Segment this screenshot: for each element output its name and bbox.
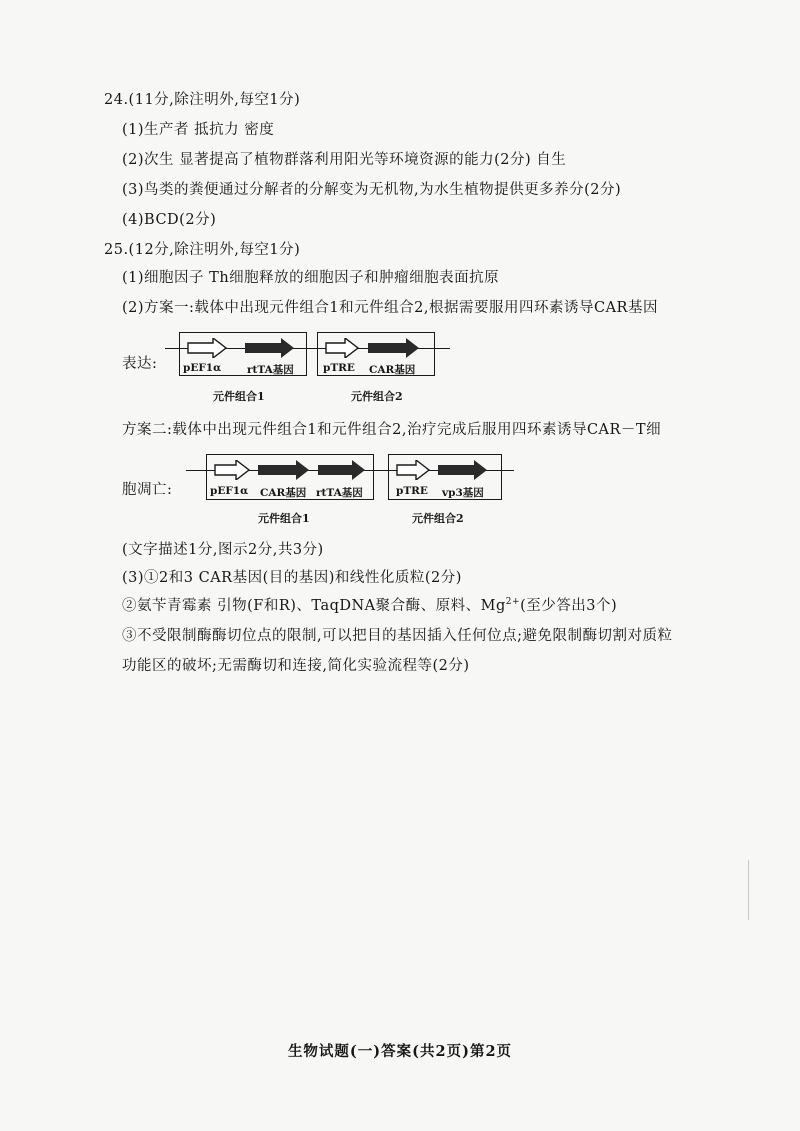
scheme2-gene1-label: CAR基因 (260, 487, 307, 499)
q25-answer-3: 方案二:载体中出现元件组合1和元件组合2,治疗完成后服用四环素诱导CAR－T细 (122, 422, 662, 438)
expression-label: 表达: (122, 356, 158, 372)
gene-arrow-icon (245, 338, 295, 358)
page-footer: 生物试题(一)答案(共2页)第2页 (287, 1043, 513, 1060)
q25-answer-4: (3)①2和3 CAR基因(目的基因)和线性化质粒(2分) (122, 570, 462, 586)
promoter-arrow-icon (187, 338, 227, 358)
q24-header: 24.(11分,除注明外,每空1分) (104, 92, 301, 108)
q25-answer-5-text: ②氨苄青霉素 引物(F和R)、TaqDNA聚合酶、原料、Mg (122, 598, 506, 614)
scheme1-diagram (165, 330, 455, 410)
q25-header: 25.(12分,除注明外,每空1分) (104, 242, 301, 258)
q25-answer-6-cont: 功能区的破坏;无需酶切和连接,简化实验流程等(2分) (122, 658, 470, 674)
q24-answer-4: (4)BCD(2分) (122, 212, 217, 228)
scheme2-combo2-promoter-label: pTRE (396, 485, 428, 497)
q25-answer-2: (2)方案一:载体中出现元件组合1和元件组合2,根据需要服用四环素诱导CAR基因 (122, 300, 658, 316)
q24-answer-3: (3)鸟类的粪便通过分解者的分解变为无机物,为水生植物提供更多养分(2分) (122, 182, 622, 198)
gene-arrow-icon (258, 460, 310, 480)
scheme1-combo2-gene-label: CAR基因 (369, 364, 416, 376)
q25-answer-6: ③不受限制酶酶切位点的限制,可以把目的基因插入任何位点;避免限制酶切割对质粒 (122, 628, 673, 644)
scheme2-diagram (186, 452, 516, 532)
scheme2-combo2-caption: 元件组合2 (412, 512, 464, 525)
scheme1-combo2-promoter-label: pTRE (323, 362, 355, 374)
gene-arrow-icon (368, 338, 420, 358)
scheme2-promoter-label: pEF1α (210, 485, 249, 497)
promoter-arrow-icon (325, 338, 359, 358)
scheme1-combo2-caption: 元件组合2 (351, 390, 403, 403)
scheme1-combo1-caption: 元件组合1 (213, 390, 265, 403)
scan-mark (748, 860, 749, 920)
q24-answer-1: (1)生产者 抵抗力 密度 (122, 122, 275, 138)
promoter-arrow-icon (396, 460, 430, 480)
scheme2-gene2-label: rtTA基因 (316, 487, 363, 499)
scheme2-combo2-gene-label: vp3基因 (442, 487, 484, 499)
scheme1-gene-label: rtTA基因 (247, 364, 294, 376)
scheme2-combo1-caption: 元件组合1 (258, 512, 310, 525)
gene-arrow-icon (438, 460, 488, 480)
q25-answer-5 (122, 594, 617, 615)
scheme1-promoter-label: pEF1α (183, 362, 222, 374)
apoptosis-label: 胞凋亡: (122, 482, 173, 498)
q25-answer-1: (1)细胞因子 Th细胞释放的细胞因子和肿瘤细胞表面抗原 (122, 270, 500, 286)
promoter-arrow-icon (214, 460, 250, 480)
gene-arrow-icon (318, 460, 366, 480)
q25-answer-5-note: (至少答出3个) (520, 598, 618, 614)
mg-charge: 2+ (505, 597, 521, 608)
q25-scoring-note: (文字描述1分,图示2分,共3分) (122, 542, 324, 558)
q24-answer-2: (2)次生 显著提高了植物群落利用阳光等环境资源的能力(2分) 自生 (122, 152, 567, 168)
